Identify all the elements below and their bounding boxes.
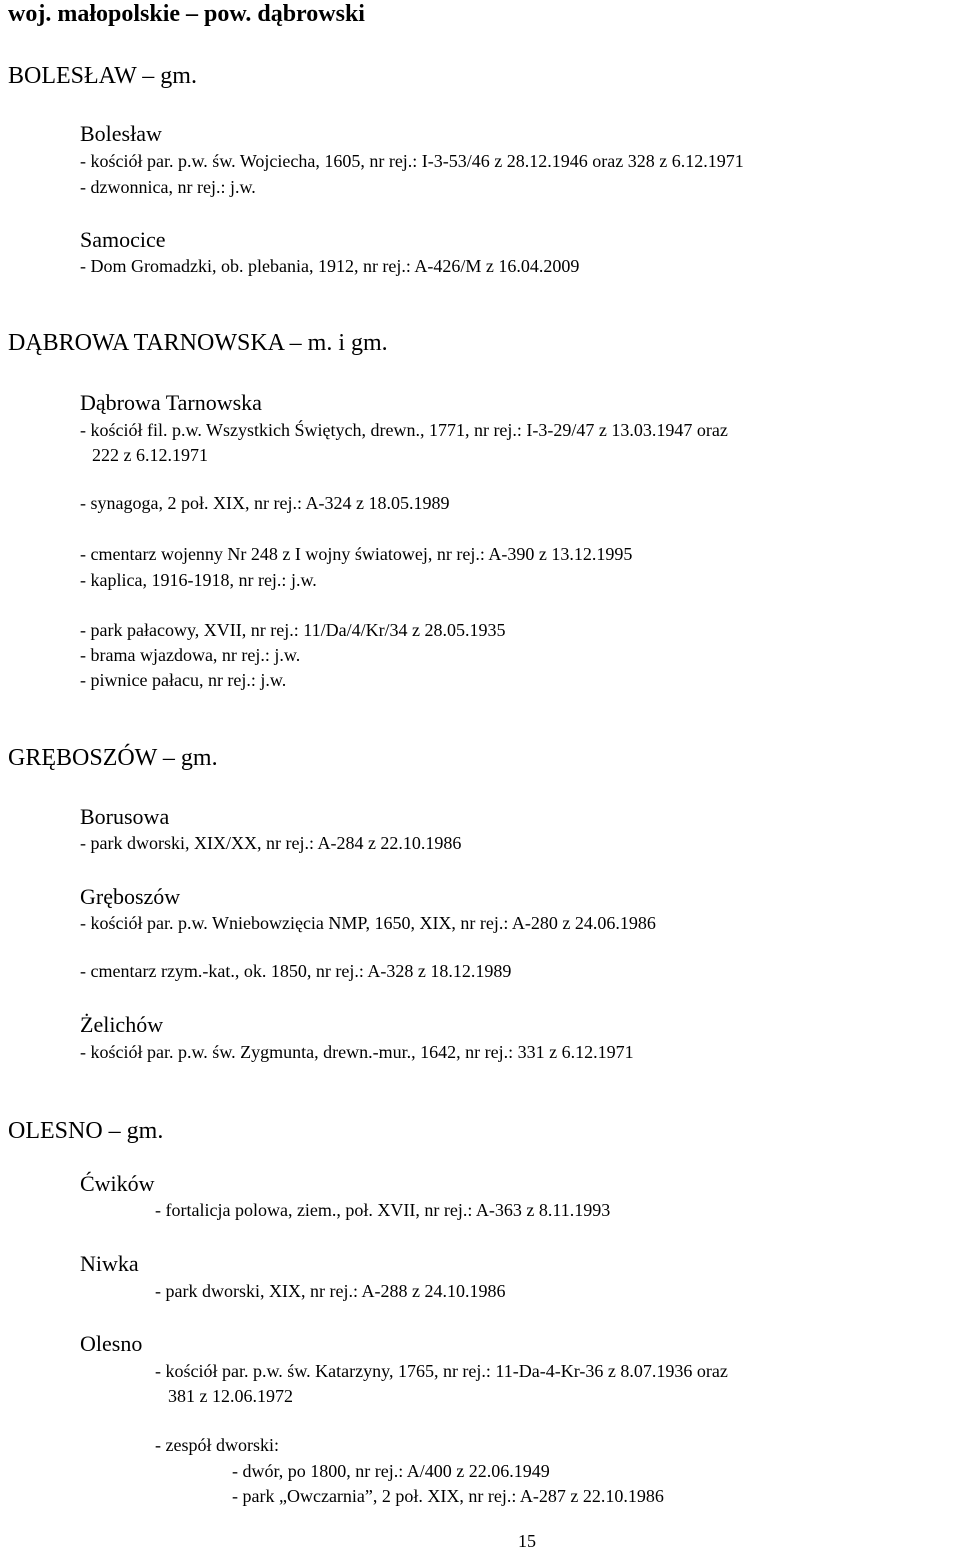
list-item: - zespół dworski: [155,1435,279,1455]
gmina-heading-greboszow: GRĘBOSZÓW – gm. [8,745,218,771]
list-subitem: - park „Owczarnia”, 2 poł. XIX, nr rej.: A-287 z 22.10.1986 [232,1486,664,1506]
list-item: - cmentarz rzym.-kat., ok. 1850, nr rej.: A-328 z 18.12.1989 [80,961,512,981]
locality-heading-samocice: Samocice [80,227,166,252]
locality-heading-boleslaw: Bolesław [80,121,162,146]
page-header: woj. małopolskie – pow. dąbrowski [8,1,365,27]
locality-heading-niwka: Niwka [80,1251,139,1276]
list-item: - dzwonnica, nr rej.: j.w. [80,177,256,197]
list-item: - kaplica, 1916-1918, nr rej.: j.w. [80,570,317,590]
locality-heading-greboszow: Gręboszów [80,884,181,909]
list-item: - synagoga, 2 poł. XIX, nr rej.: A-324 z 18.05.1989 [80,493,450,513]
page-number: 15 [518,1531,536,1551]
list-item: - kościół par. p.w. św. Katarzyny, 1765, nr rej.: 11-Da-4-Kr-36 z 8.07.1936 oraz [155,1361,728,1381]
list-subitem: - dwór, po 1800, nr rej.: A/400 z 22.06.1949 [232,1461,550,1481]
list-item: - kościół par. p.w. św. Wojciecha, 1605, nr rej.: I-3-53/46 z 28.12.1946 oraz 328 z 6.12.1971 [80,151,744,171]
locality-heading-olesno: Olesno [80,1331,143,1356]
list-item: - park dworski, XIX, nr rej.: A-288 z 24.10.1986 [155,1281,506,1301]
list-item: - park pałacowy, XVII, nr rej.: 11/Da/4/Kr/34 z 28.05.1935 [80,620,506,640]
list-item: - piwnice pałacu, nr rej.: j.w. [80,670,287,690]
locality-heading-borusowa: Borusowa [80,804,170,829]
list-item: - kościół par. p.w. św. Zygmunta, drewn.-mur., 1642, nr rej.: 331 z 6.12.1971 [80,1042,634,1062]
list-item: - kościół fil. p.w. Wszystkich Świętych, drewn., 1771, nr rej.: I-3-29/47 z 13.03.1947 oraz [80,420,728,440]
locality-heading-cwikow: Ćwików [80,1171,155,1196]
list-item-continuation: 222 z 6.12.1971 [92,445,208,465]
list-item: - fortalicja polowa, ziem., poł. XVII, nr rej.: A-363 z 8.11.1993 [155,1200,611,1220]
locality-heading-dabrowa-tarnowska: Dąbrowa Tarnowska [80,390,262,415]
gmina-heading-boleslaw: BOLESŁAW – gm. [8,63,197,89]
locality-heading-zelichow: Żelichów [80,1012,164,1037]
list-item-continuation: 381 z 12.06.1972 [168,1386,293,1406]
gmina-heading-dabrowa-tarnowska: DĄBROWA TARNOWSKA – m. i gm. [8,330,388,356]
list-item: - brama wjazdowa, nr rej.: j.w. [80,645,301,665]
gmina-heading-olesno: OLESNO – gm. [8,1118,164,1144]
list-item: - park dworski, XIX/XX, nr rej.: A-284 z 22.10.1986 [80,833,462,853]
list-item: - cmentarz wojenny Nr 248 z I wojny światowej, nr rej.: A-390 z 13.12.1995 [80,544,633,564]
list-item: - Dom Gromadzki, ob. plebania, 1912, nr rej.: A-426/M z 16.04.2009 [80,256,580,276]
list-item: - kościół par. p.w. Wniebowzięcia NMP, 1650, XIX, nr rej.: A-280 z 24.06.1986 [80,913,656,933]
